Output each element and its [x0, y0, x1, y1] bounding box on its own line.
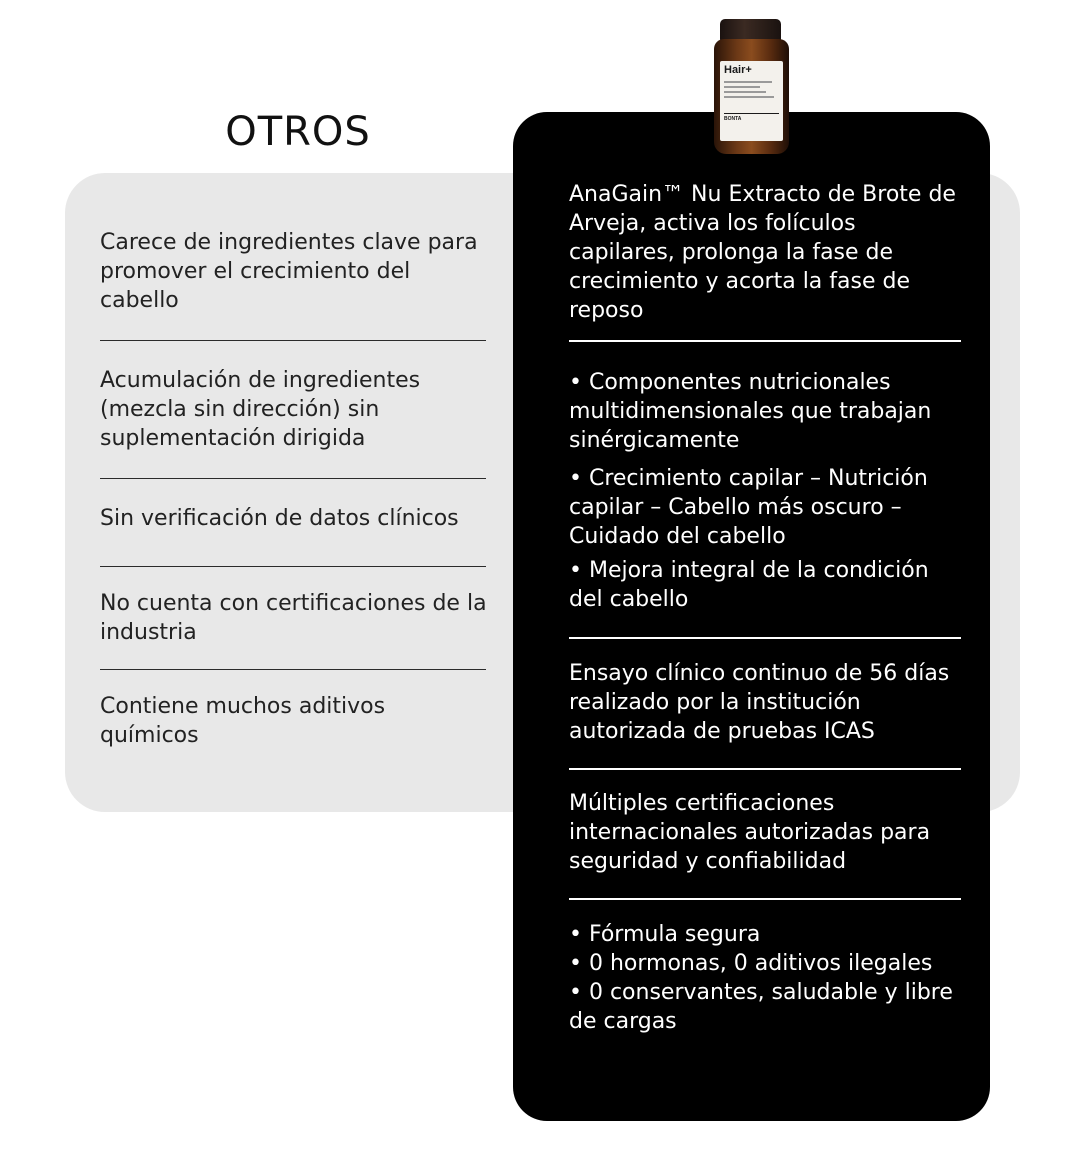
others-title: OTROS — [225, 109, 371, 155]
brand-safety — [569, 920, 961, 1036]
brand-divider — [569, 637, 961, 639]
brand-clinical-text: Ensayo clínico continuo de 56 días realizado por la institución autorizada de pruebas ICAS — [569, 661, 950, 744]
brand-divider — [569, 898, 961, 900]
brand-safety-item: • Fórmula segura — [569, 922, 761, 947]
brand-divider — [569, 340, 961, 342]
others-item-additives: Contiene muchos aditivos químicos — [100, 694, 386, 748]
others-item-ingredients: Carece de ingredientes clave para promover el crecimiento del cabello — [100, 230, 478, 313]
brand-ingredient-text: AnaGain™ Nu Extracto de Brote de Arveja, activa los folículos capilares, prolonga la fase de crecimiento y acorta la fase de reposo — [569, 182, 956, 323]
brand-divider — [569, 768, 961, 770]
bottle-label-brand: BONTA — [724, 113, 779, 122]
others-item-certifications: No cuenta con certificaciones de la industria — [100, 591, 487, 645]
brand-benefit-item: • Componentes nutricionales multidimensionales que trabajan sinérgicamente — [569, 370, 932, 453]
brand-benefit-item: • Mejora integral de la condición del cabello — [569, 558, 929, 612]
bottle-cap — [720, 19, 781, 41]
brand-benefit-item: • Crecimiento capilar – Nutrición capilar – Cabello más oscuro – Cuidado del cabello — [569, 466, 928, 549]
brand-certifications-text: Múltiples certificaciones internacionales autorizadas para seguridad y confiabilidad — [569, 791, 931, 874]
others-item-formula: Acumulación de ingredientes (mezcla sin dirección) sin suplementación dirigida — [100, 368, 421, 451]
others-divider — [100, 478, 486, 479]
brand-safety-item: • 0 conservantes, saludable y libre de cargas — [569, 980, 953, 1034]
others-divider — [100, 340, 486, 341]
brand-safety-item: • 0 hormonas, 0 aditivos ilegales — [569, 951, 933, 976]
bottle-label-fineprint — [724, 81, 776, 101]
others-item-clinical: Sin verificación de datos clínicos — [100, 506, 459, 531]
product-bottle-image — [714, 19, 789, 154]
others-divider — [100, 669, 486, 670]
brand-benefits — [569, 368, 961, 614]
bottle-label — [720, 61, 783, 141]
others-divider — [100, 566, 486, 567]
bottle-label-title: Hair+ — [724, 64, 752, 76]
